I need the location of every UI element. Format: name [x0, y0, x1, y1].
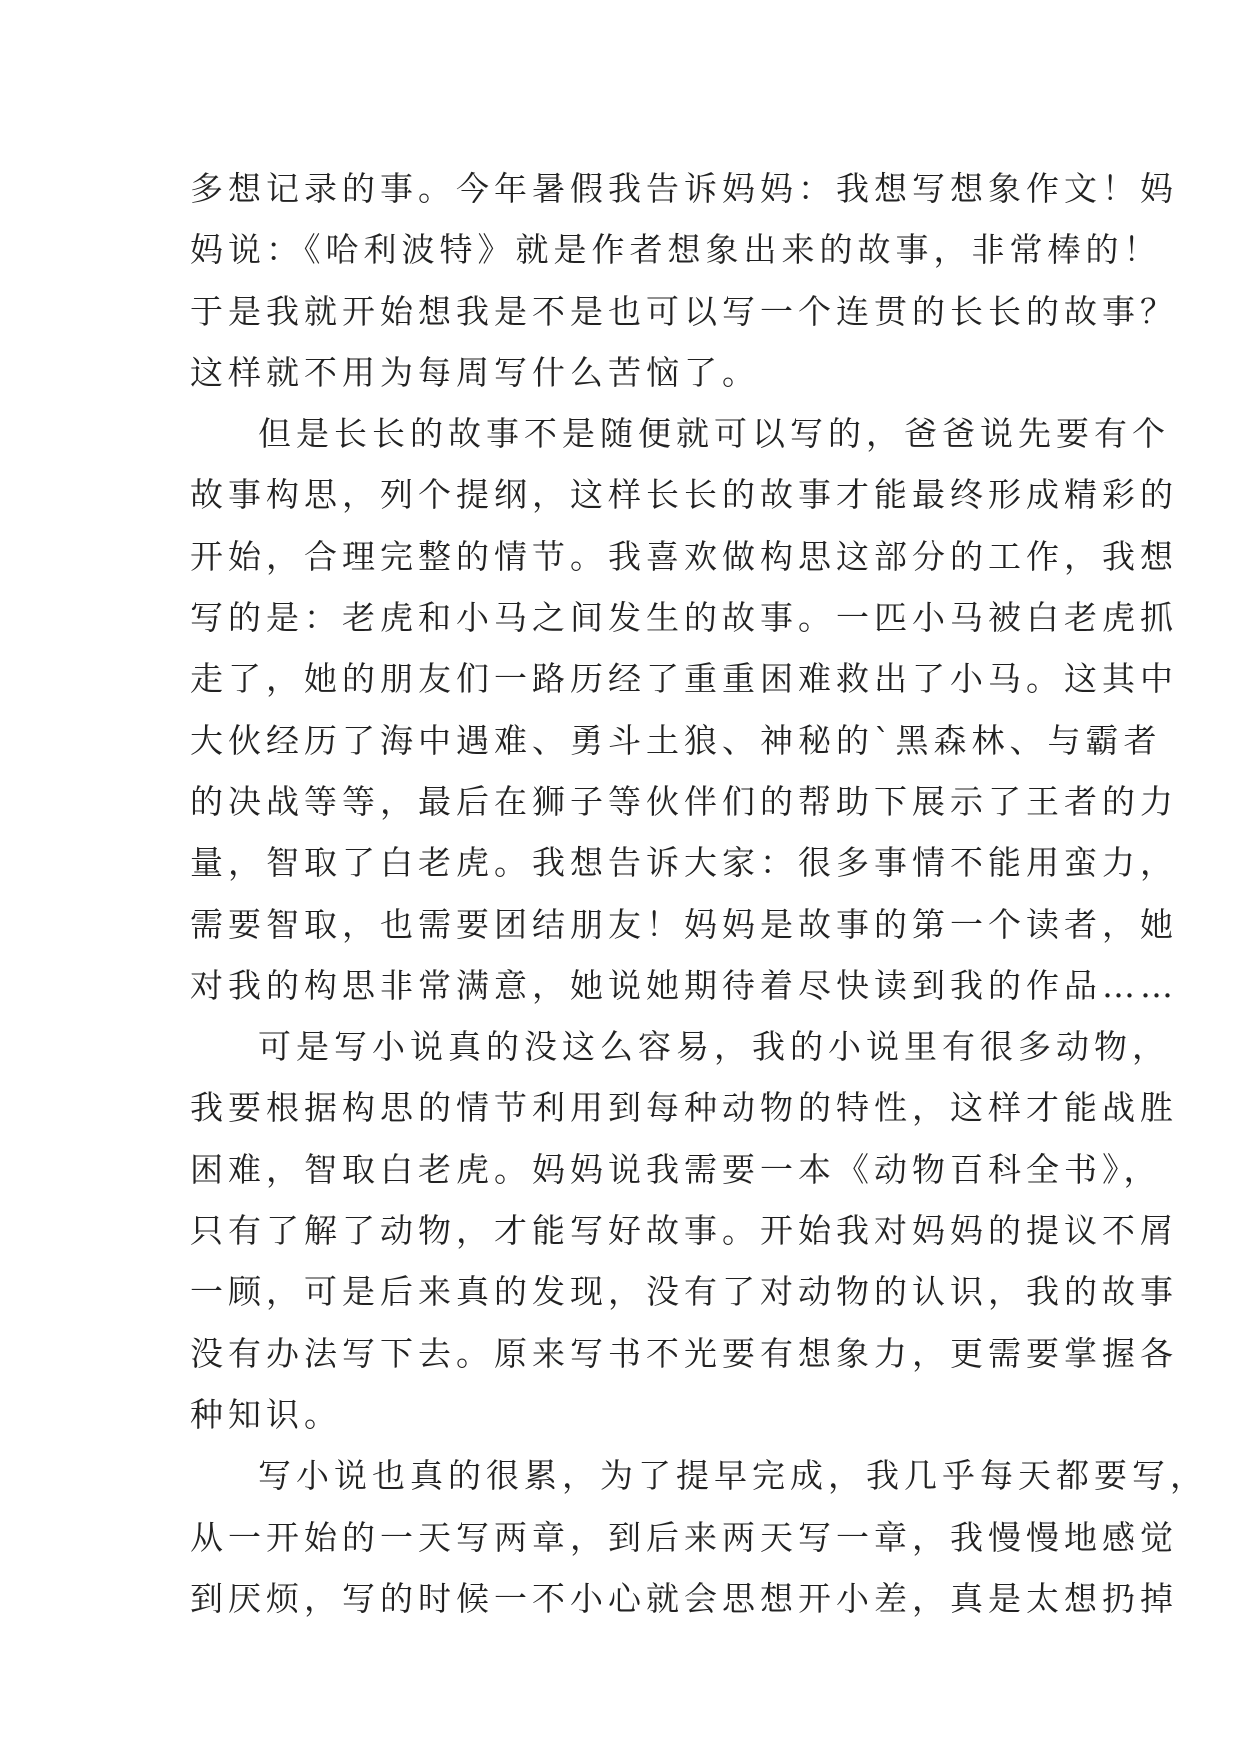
text-line: 从一开始的一天写两章，到后来两天写一章，我慢慢地感觉: [190, 1517, 1178, 1557]
text-line: 多想记录的事。今年暑假我告诉妈妈：我想写想象作文！妈: [190, 169, 1178, 208]
text-line: 我要根据构思的情节利用到每种动物的特性，这样才能战胜: [190, 1088, 1178, 1128]
text-line: 种知识。: [190, 1394, 342, 1434]
text-line: 写的是：老虎和小马之间发生的故事。一匹小马被白老虎抓: [190, 598, 1178, 638]
text-line: 于是我就开始想我是不是也可以写一个连贯的长长的故事？: [190, 291, 1178, 331]
paragraph: [190, 403, 1178, 1016]
text-line: 的决战等等，最后在狮子等伙伴们的帮助下展示了王者的力: [190, 781, 1178, 821]
text-line: 困难，智取白老虎。妈妈说我需要一本《动物百科全书》，: [190, 1149, 1162, 1189]
text-line: 量，智取了白老虎。我想告诉大家：很多事情不能用蛮力，: [190, 843, 1178, 883]
text-line: 可是写小说真的没这么容易，我的小说里有很多动物，: [258, 1027, 1170, 1067]
text-line: 妈说：《哈利波特》就是作者想象出来的故事，非常棒的！: [190, 230, 1162, 270]
text-line: 大伙经历了海中遇难、勇斗土狼、神秘的`黑森林、与霸者: [190, 720, 1162, 760]
paragraph: [190, 1445, 1208, 1629]
text-line: 只有了解了动物，才能写好故事。开始我对妈妈的提议不屑: [190, 1211, 1178, 1251]
text-line: 故事构思，列个提纲，这样长长的故事才能最终形成精彩的: [190, 475, 1178, 515]
text-line: 需要智取，也需要团结朋友！妈妈是故事的第一个读者，她: [190, 904, 1178, 944]
paragraph: [190, 1016, 1178, 1445]
text-line: 到厌烦，写的时候一不小心就会思想开小差，真是太想扔掉: [190, 1578, 1178, 1618]
paragraph: [190, 158, 1178, 403]
text-line: 一顾，可是后来真的发现，没有了对动物的认识，我的故事: [190, 1272, 1178, 1312]
text-line: 没有办法写下去。原来写书不光要有想象力，更需要掌握各: [190, 1333, 1178, 1373]
text-line: 写小说也真的很累，为了提早完成，我几乎每天都要写，: [258, 1456, 1208, 1496]
document-page: [190, 158, 1208, 1629]
text-line: 但是长长的故事不是随便就可以写的，爸爸说先要有个: [258, 414, 1170, 454]
text-line: 对我的构思非常满意，她说她期待着尽快读到我的作品……: [190, 965, 1178, 1005]
text-line: 这样就不用为每周写什么苦恼了。: [190, 352, 760, 392]
text-line: 走了，她的朋友们一路历经了重重困难救出了小马。这其中: [190, 659, 1178, 699]
text-line: 开始，合理完整的情节。我喜欢做构思这部分的工作，我想: [190, 536, 1178, 576]
